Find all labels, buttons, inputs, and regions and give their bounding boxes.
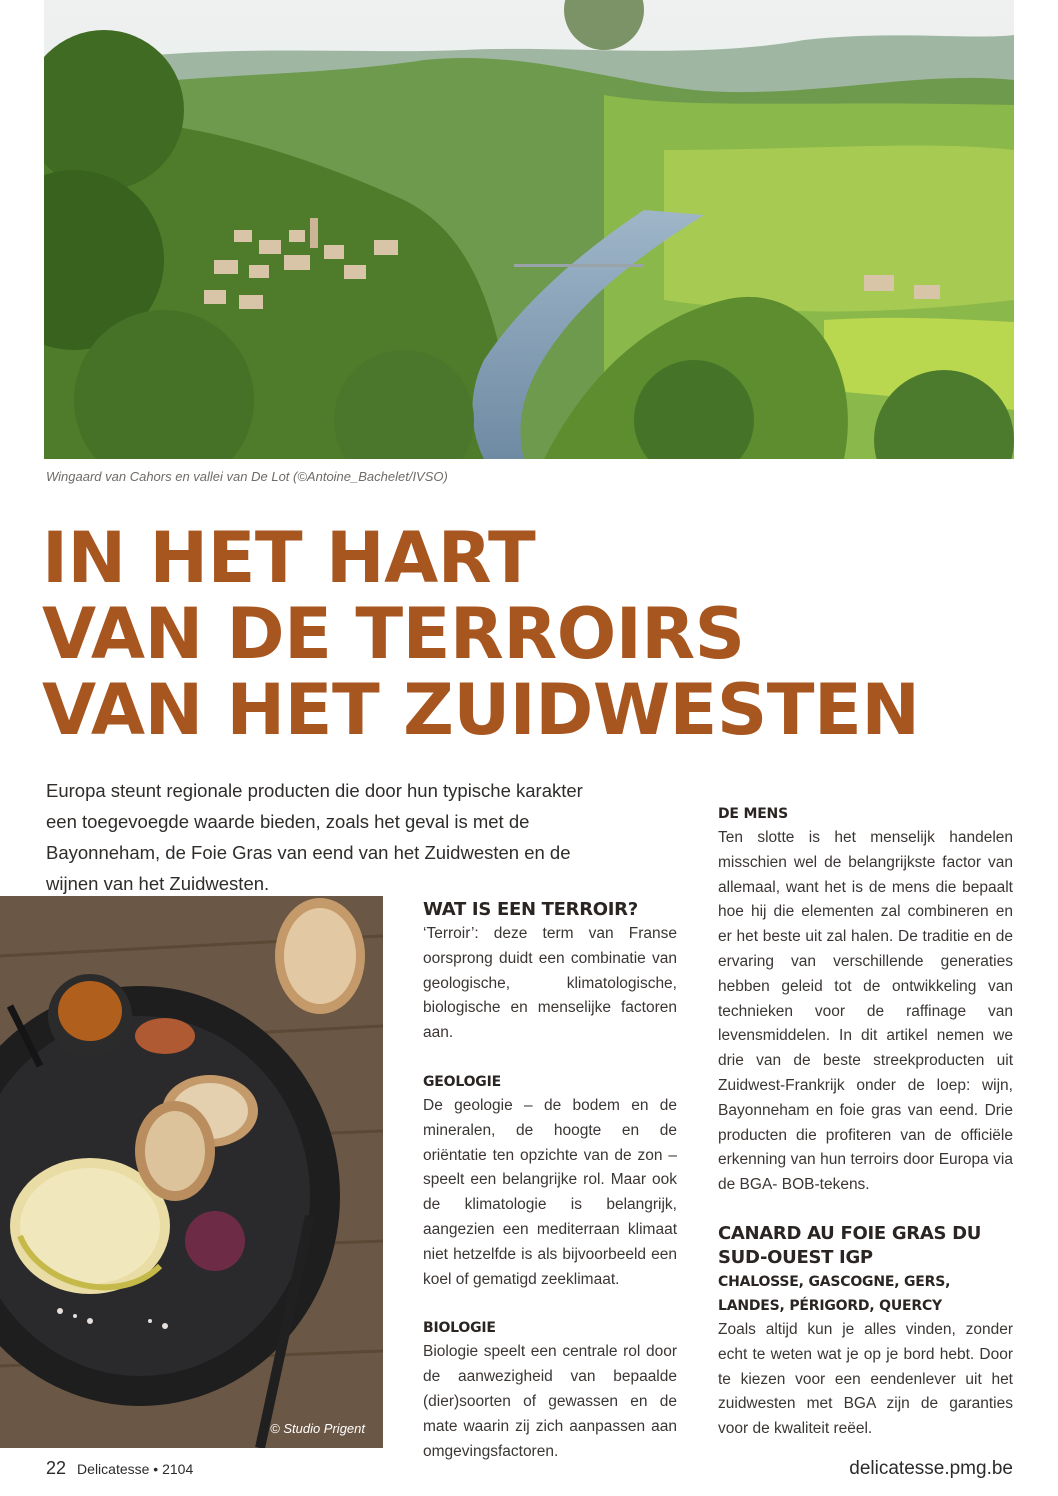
headline-line-2: VAN DE TERROIRS: [42, 593, 745, 675]
geologie-heading: GEOLOGIE: [423, 1073, 501, 1090]
footer-left: [46, 1458, 193, 1479]
biologie-text: Biologie speelt een centrale rol door de aanwezigheid van bepaalde (dier)soorten of gewassen en de mate waarin zij zich aanpassen aan omgevingsfactoren.: [423, 1343, 677, 1460]
biologie-heading: BIOLOGIE: [423, 1320, 496, 1337]
landscape-photo: [44, 0, 1014, 459]
mens-heading: DE MENS: [718, 806, 788, 822]
mens-text: Ten slotte is het menselijk handelen misschien wel de belangrijkste factor van allemaal, want het is de mens die bepaalt hoe hij die elementen zal combineren en er het beste uit zal halen. De traditie en de ervaring van verschillende generaties hebben geleid tot de ontwikkeling van technieken voor de raffinage van levensmiddelen. In dit artikel nemen we drie van de beste streekproducten uit Zuidwest-Frankrijk onder de loep: wijn, Bayonneham en foie gras van eend. Drie producten die profiteren van de officiële erkenning van hun terroirs door Europa via de BGA- BOB-tekens.: [718, 829, 1013, 1194]
magazine-issue: Delicatesse • 2104: [77, 1461, 194, 1477]
terroir-text: ‘Terroir’: deze term van Franse oorsprong duidt een combinatie van geologische, klimatologische, biologische en menselijke factoren aan.: [423, 925, 677, 1042]
canard-subheading: CHALOSSE, GASCOGNE, GERS, LANDES, PÉRIGORD, QUERCY: [718, 1273, 951, 1314]
headline-line-3: VAN HET ZUIDWESTEN: [42, 669, 920, 751]
valley-illustration: [44, 0, 1014, 459]
page-number: 22: [46, 1458, 67, 1478]
foie-gras-plate-illustration: [0, 896, 383, 1448]
column-right: [718, 802, 1013, 1442]
column-middle: [423, 898, 677, 1464]
page-title: [42, 517, 920, 751]
geologie-text: De geologie – de bodem en de mineralen, de hoogte en de oriëntatie ten opzichte van de zon – speelt een belangrijke rol. Maar ook de klimatologie is belangrijk, aangezien een mediterraan klimaat niet hetzelfde is als bijvoorbeeld een koel of gematigd zeeklimaat.: [423, 1096, 677, 1288]
photo-credit: © Studio Prigent: [270, 1421, 365, 1436]
canard-heading: CANARD AU FOIE GRAS DU SUD-OUEST IGP: [718, 1222, 982, 1268]
website-link[interactable]: delicatesse.pmg.be: [849, 1458, 1013, 1479]
headline-line-1: IN HET HART: [42, 517, 536, 599]
intro-paragraph: Europa steunt regionale producten die door hun typische karakter een toegevoegde waarde bieden, zoals het geval is met de Bayonneham, de Foie Gras van eend van het Zuidwesten en de wijnen van het Zuidwesten.: [46, 780, 583, 894]
canard-text: Zoals altijd kun je alles vinden, zonder echt te weten wat je op je bord hebt. Door te kiezen voor een eendenlever uit het zuidwesten met BGA zijn de garanties voor de kwaliteit reëel.: [718, 1320, 1013, 1438]
photo-caption: Wingaard van Cahors en vallei van De Lot (©Antoine_Bachelet/IVSO): [46, 469, 448, 484]
foie-gras-photo: [0, 896, 383, 1448]
terroir-heading: WAT IS EEN TERROIR?: [423, 899, 638, 920]
